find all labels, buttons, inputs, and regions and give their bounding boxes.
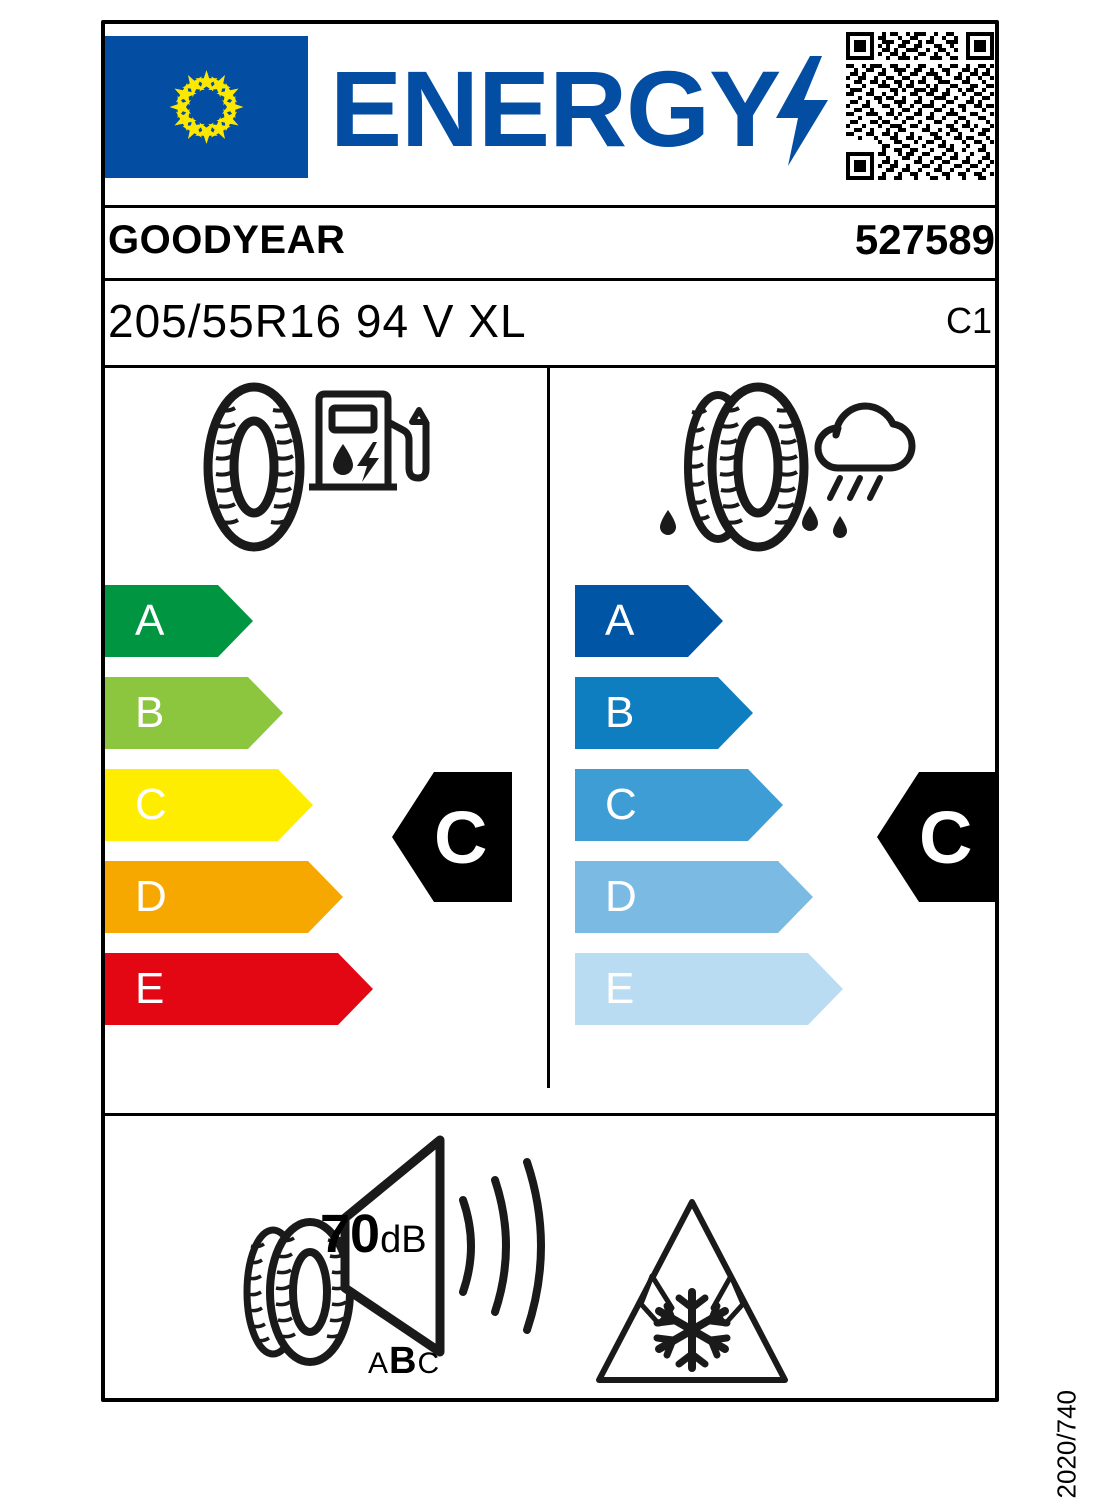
fuel-grade-d-letter: D: [135, 872, 167, 921]
fuel-grade-e-letter: E: [135, 964, 165, 1013]
eu-flag-icon: [105, 36, 308, 178]
sku-number: 527589: [854, 216, 995, 263]
lightning-bolt-icon: [772, 56, 832, 166]
divider-brand: [105, 205, 995, 208]
fuel-selected-grade: [392, 772, 512, 902]
three-peak-mountain-snowflake-icon: [597, 1196, 787, 1386]
noise-unit: dB: [380, 1219, 427, 1261]
regulation-code: 2020/740: [1051, 1390, 1081, 1498]
tyre-size: 205/55R16 94 V XL: [108, 295, 527, 347]
fuel-grade-c-letter: C: [135, 780, 167, 829]
brand-name: GOODYEAR: [108, 218, 346, 262]
divider-size: [105, 278, 995, 281]
tyre-fuel-pump-icon: [197, 382, 442, 552]
fuel-grade-b-letter: B: [135, 688, 165, 737]
qr-code-icon: [846, 32, 994, 180]
wet-grade-e-letter: E: [605, 964, 635, 1013]
noise-class-scale: [368, 1340, 440, 1383]
wet-grade-a-letter: A: [605, 596, 635, 645]
divider-vertical: [547, 368, 550, 1088]
wet-selected-grade-letter: C: [919, 796, 973, 879]
noise-class-a: A: [368, 1347, 390, 1380]
divider-classes: [105, 365, 995, 368]
fuel-selected-grade-letter: C: [434, 796, 488, 879]
energy-title: ENERGY: [330, 48, 781, 169]
wet-grade-c-letter: C: [605, 780, 637, 829]
fuel-grade-a-letter: A: [135, 596, 165, 645]
noise-class-c: C: [417, 1347, 441, 1380]
divider-noise: [105, 1113, 995, 1116]
noise-value: [320, 1203, 427, 1265]
wet-grade-d-letter: D: [605, 872, 637, 921]
tyre-rain-cloud-icon: [648, 382, 923, 557]
wet-selected-grade: [877, 772, 997, 902]
wet-grade-b-letter: B: [605, 688, 635, 737]
tyre-class: C1: [945, 300, 992, 341]
noise-class-b-selected: B: [389, 1340, 418, 1382]
noise-number: 70: [320, 1204, 381, 1264]
